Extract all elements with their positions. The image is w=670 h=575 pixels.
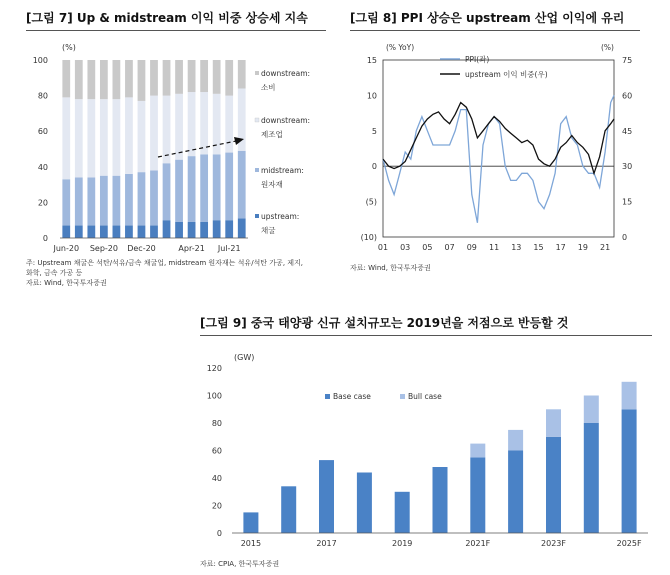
fig7-bars xyxy=(62,60,245,238)
fig7-bar-segment xyxy=(175,222,183,238)
fig7-bar-segment xyxy=(138,60,146,101)
fig7-y-tick-label: 80 xyxy=(37,91,48,101)
fig9-bar-base xyxy=(357,473,372,534)
fig7-legend-manufacturing-line2: 제조업 xyxy=(261,130,283,139)
fig7-bar-segment xyxy=(100,60,108,99)
fig7-bar-segment xyxy=(175,94,183,160)
fig7-bar-segment xyxy=(62,97,70,179)
fig9-chart xyxy=(207,353,648,548)
fig9-legend-base-label: Base case xyxy=(333,392,371,401)
fig7-legend-swatch-consumer xyxy=(255,71,259,75)
fig8-x-tick-label: 21 xyxy=(600,243,611,252)
fig7-x-tick-label: Apr-21 xyxy=(178,244,205,253)
fig9-bar-bull xyxy=(508,430,523,451)
fig9-bar-base xyxy=(470,457,485,533)
fig8-left-unit: (% YoY) xyxy=(386,43,415,52)
fig7-bar-segment xyxy=(200,60,208,92)
fig8-left-tick-label: 0 xyxy=(371,162,377,172)
fig9-bar-base xyxy=(281,486,296,533)
fig7-bar-segment xyxy=(100,226,108,238)
fig7-legend-consumer-line2: 소비 xyxy=(261,83,276,92)
fig7-title: [그림 7] Up & midstream 이익 비중 상승세 지속 xyxy=(26,11,308,25)
fig9-y-tick-label: 60 xyxy=(211,446,222,456)
fig7-bar-segment xyxy=(138,226,146,238)
fig7-bar-segment xyxy=(113,226,121,238)
fig7-bar-segment xyxy=(87,99,95,177)
fig7-bar-segment xyxy=(87,177,95,225)
fig7-note-line-1: 주: Upstream 채굴은 석탄/석유/금속 채굴업, midstream 원자재는 석유/석탄 가공, 제지, xyxy=(26,259,304,267)
fig7-legend-manufacturing-line1: downstream: xyxy=(261,116,311,125)
fig7-bar-segment xyxy=(87,226,95,238)
fig7-bar-segment xyxy=(125,97,133,174)
fig7-y-tick-label: 0 xyxy=(42,234,48,243)
fig7-bar-segment xyxy=(213,60,221,94)
fig7-bar-segment xyxy=(75,99,83,177)
fig7-bar-segment xyxy=(225,96,233,153)
fig8-right-tick-label: 15 xyxy=(622,197,633,207)
fig9-source: 자료: CPIA, 한국투자증권 xyxy=(200,560,280,568)
fig7-bar-segment xyxy=(163,220,171,238)
fig7-x-tick-label: Sep-20 xyxy=(89,244,118,253)
fig8-plot-frame xyxy=(383,60,614,237)
fig9-x-tick-label: 2015 xyxy=(240,539,262,548)
fig8-legend xyxy=(440,54,548,79)
fig8-x-tick-label: 15 xyxy=(533,243,544,252)
fig8-x-tick-label: 19 xyxy=(577,243,588,252)
fig7-bar-segment xyxy=(188,222,196,238)
fig8-x-tick-label: 11 xyxy=(489,243,500,252)
fig9-x-tick-label: 2021F xyxy=(465,539,491,548)
fig8-left-axis xyxy=(361,56,377,242)
fig9-x-tick-label: 2019 xyxy=(392,539,413,548)
fig7-bar-segment xyxy=(150,96,158,171)
fig9-x-axis xyxy=(241,539,642,548)
fig9-y-tick-label: 100 xyxy=(206,391,222,401)
fig7-legend-swatch-mining xyxy=(255,214,259,218)
fig9-x-tick-label: 2023F xyxy=(541,539,566,548)
fig8-x-tick-label: 09 xyxy=(466,243,477,252)
fig9-bar-base xyxy=(622,409,637,533)
fig7-bar-segment xyxy=(200,154,208,222)
fig7-bar-segment xyxy=(175,60,183,94)
fig7-chart xyxy=(33,43,310,253)
fig7-bar-segment xyxy=(225,220,233,238)
fig9-bar-base xyxy=(508,451,523,534)
fig7-legend-swatch-manufacturing xyxy=(255,118,259,122)
fig7-bar-segment xyxy=(238,151,246,219)
fig8-upstream-line xyxy=(383,103,614,174)
fig7-bar-segment xyxy=(113,176,121,226)
fig7-x-axis xyxy=(53,244,241,253)
fig8-x-tick-label: 13 xyxy=(511,243,522,252)
fig7-bar-segment xyxy=(150,226,158,238)
fig8-right-tick-label: 60 xyxy=(622,91,633,101)
fig7-bar-segment xyxy=(100,99,108,176)
fig9-bar-base xyxy=(395,492,410,533)
fig7-note-line-2: 화학, 금속 가공 등 xyxy=(26,269,83,277)
fig9-bar-base xyxy=(243,512,258,533)
fig7-bar-segment xyxy=(150,170,158,225)
fig7-bar-segment xyxy=(125,60,133,97)
fig8-x-tick-label: 05 xyxy=(422,243,433,252)
fig7-bar-segment xyxy=(125,226,133,238)
fig9-bar-base xyxy=(433,467,448,533)
fig7-bar-segment xyxy=(150,60,158,96)
fig8-title: [그림 8] PPI 상승은 upstream 산업 이익에 유리 xyxy=(350,11,625,25)
fig8-left-tick-label: (5) xyxy=(365,197,377,207)
fig8-left-tick-label: 5 xyxy=(371,126,377,136)
fig8-ppi-line xyxy=(383,95,614,222)
fig7-bar-segment xyxy=(75,60,83,99)
fig9-bar-bull xyxy=(470,444,485,458)
fig9-x-tick-label: 2025F xyxy=(616,539,642,548)
fig7-y-tick-label: 60 xyxy=(37,127,48,137)
fig7-bar-segment xyxy=(138,172,146,225)
fig9-y-tick-label: 20 xyxy=(211,501,222,511)
fig7-bar-segment xyxy=(188,156,196,222)
fig8-x-tick-label: 17 xyxy=(555,243,566,252)
fig9-bar-base xyxy=(546,437,561,533)
fig7-bar-segment xyxy=(200,222,208,238)
fig8-right-tick-label: 45 xyxy=(622,126,633,136)
fig7-unit-label: (%) xyxy=(62,43,76,52)
fig7-bar-segment xyxy=(213,154,221,220)
fig9-y-tick-label: 80 xyxy=(211,419,222,428)
fig7-bar-segment xyxy=(238,218,246,238)
fig7-bar-segment xyxy=(175,160,183,222)
fig9-bar-base xyxy=(584,423,599,533)
fig8-right-tick-label: 0 xyxy=(622,233,628,242)
fig7-legend-materials-line2: 원자재 xyxy=(261,180,283,189)
fig7-legend-mining-line2: 채굴 xyxy=(261,226,276,235)
fig8-right-tick-label: 75 xyxy=(622,56,633,65)
fig8-chart xyxy=(361,43,633,252)
fig7-bar-segment xyxy=(188,60,196,92)
fig7-x-tick-label: Jun-20 xyxy=(53,244,80,253)
fig8-x-tick-label: 07 xyxy=(444,243,455,252)
fig7-bar-segment xyxy=(62,226,70,238)
fig7-bar-segment xyxy=(100,176,108,226)
fig8-source: 자료: Wind, 한국투자증권 xyxy=(350,264,431,272)
fig7-bar-segment xyxy=(225,153,233,221)
fig7-bar-segment xyxy=(62,179,70,225)
fig9-legend-base-swatch xyxy=(325,394,330,399)
fig8-x-tick-label: 03 xyxy=(400,243,411,252)
fig8-x-tick-label: 01 xyxy=(377,243,389,252)
fig9-bar-bull xyxy=(584,396,599,424)
fig7-bar-segment xyxy=(113,60,121,99)
fig7-bar-segment xyxy=(87,60,95,99)
fig7-y-axis xyxy=(33,56,48,243)
fig9-legend xyxy=(325,392,442,401)
fig9-y-axis xyxy=(207,364,222,538)
fig7-legend xyxy=(255,69,310,235)
fig7-y-tick-label: 20 xyxy=(37,198,48,208)
fig9-y-tick-label: 120 xyxy=(206,364,222,373)
fig7-bar-segment xyxy=(200,92,208,154)
fig9-y-tick-label: 0 xyxy=(216,529,222,538)
fig7-bar-segment xyxy=(225,60,233,96)
fig8-right-axis xyxy=(622,56,632,242)
fig7-y-tick-label: 40 xyxy=(37,162,48,172)
fig8-legend-ppi-label: PPI(좌) xyxy=(465,55,490,64)
fig7-bar-segment xyxy=(188,92,196,156)
fig8-right-unit: (%) xyxy=(601,43,614,52)
fig9-legend-bull-label: Bull case xyxy=(408,392,442,401)
fig9-bar-bull xyxy=(546,409,561,437)
fig9-y-tick-label: 40 xyxy=(211,474,222,483)
fig7-x-tick-label: Jul-21 xyxy=(217,244,241,253)
fig7-bar-segment xyxy=(163,96,171,164)
fig7-legend-consumer-line1: downstream: xyxy=(261,69,311,78)
fig8-right-tick-label: 30 xyxy=(622,162,633,172)
fig7-bar-segment xyxy=(62,60,70,97)
fig9-title: [그림 9] 중국 태양광 신규 설치규모는 2019년을 저점으로 반등할 것 xyxy=(200,316,569,330)
fig8-left-tick-label: (10) xyxy=(360,233,377,242)
fig7-bar-segment xyxy=(138,101,146,172)
fig9-unit-label: (GW) xyxy=(234,353,255,362)
fig9-bar-base xyxy=(319,460,334,533)
fig7-legend-mining-line1: upstream: xyxy=(261,212,300,221)
fig7-bar-segment xyxy=(113,99,121,176)
fig9-bar-bull xyxy=(622,382,637,410)
fig7-x-tick-label: Dec-20 xyxy=(127,244,156,253)
fig7-bar-segment xyxy=(163,60,171,96)
fig7-y-tick-label: 100 xyxy=(32,56,48,65)
fig8-left-tick-label: 15 xyxy=(366,56,377,65)
fig7-bar-segment xyxy=(75,177,83,225)
fig7-bar-segment xyxy=(213,220,221,238)
fig7-bar-segment xyxy=(163,163,171,220)
fig9-bars xyxy=(243,382,636,533)
fig7-bar-segment xyxy=(75,226,83,238)
fig7-note-line-3: 자료: Wind, 한국투자증권 xyxy=(26,279,107,287)
fig8-left-tick-label: 10 xyxy=(366,91,377,101)
fig9-legend-bull-swatch xyxy=(400,394,405,399)
fig8-legend-up-label: upstream 이익 비중(우) xyxy=(465,70,548,79)
fig7-legend-materials-line1: midstream: xyxy=(261,166,304,175)
fig9-x-tick-label: 2017 xyxy=(316,539,337,548)
fig7-bar-segment xyxy=(125,174,133,226)
fig8-x-axis xyxy=(378,243,610,252)
fig7-bar-segment xyxy=(238,60,246,88)
fig7-legend-swatch-materials xyxy=(255,168,259,172)
